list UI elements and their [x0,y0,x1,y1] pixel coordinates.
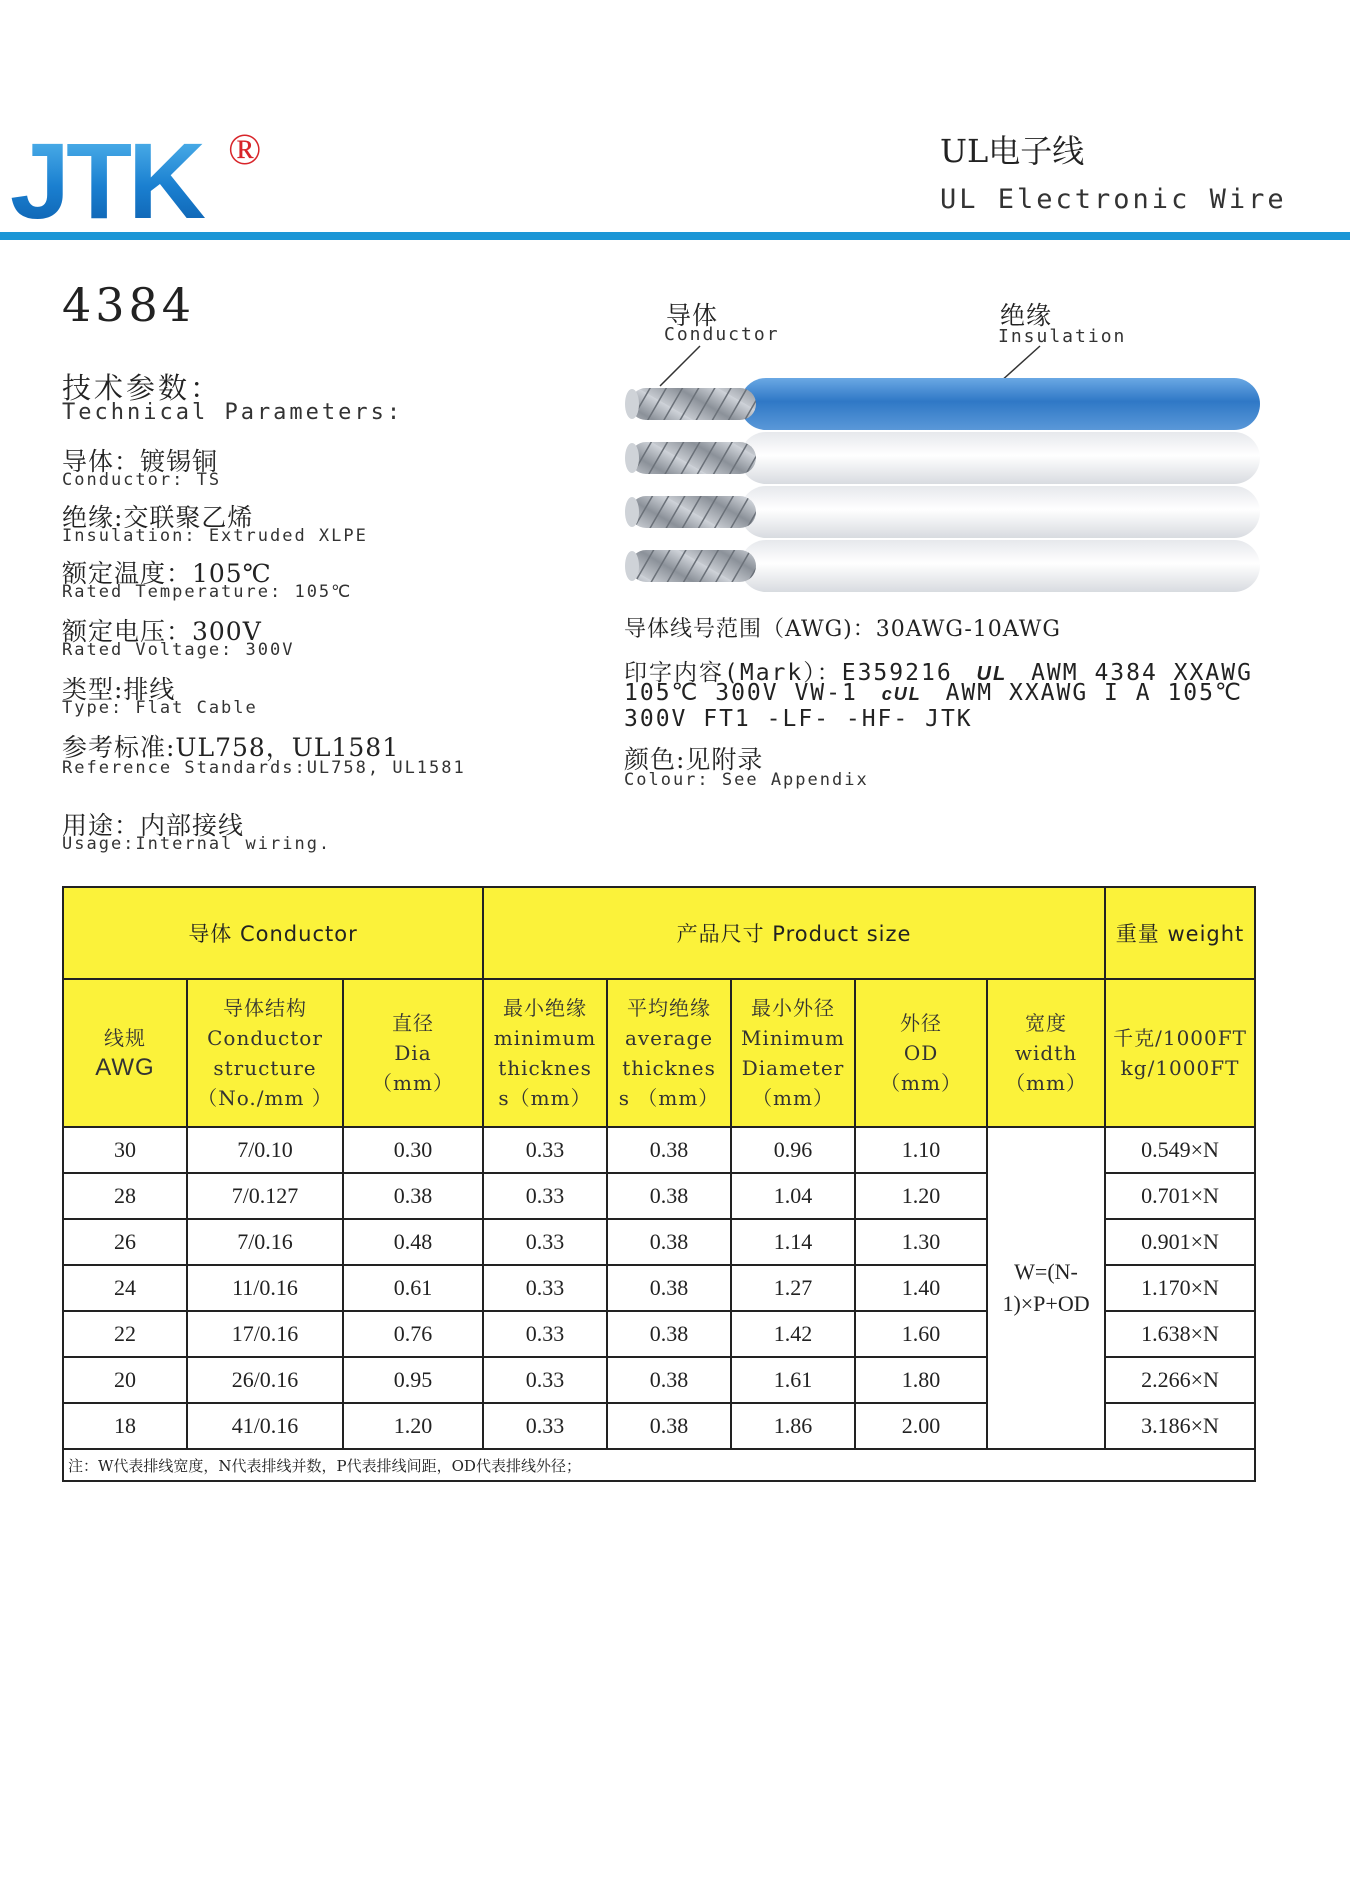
table-cell: 0.38 [343,1173,483,1219]
table-cell: 22 [63,1311,187,1357]
registered-mark: ® [228,125,262,174]
table-cell: 26/0.16 [187,1357,343,1403]
header-title-cn: UL电子线 [940,132,1085,170]
param-insulation-cn: 绝缘:交联聚乙烯 [62,503,254,532]
table-cell: 30 [63,1127,187,1173]
table-cell: 7/0.10 [187,1127,343,1173]
table-cell: 0.33 [483,1403,607,1449]
wire-white-2 [625,486,1260,538]
table-cell: 1.10 [855,1127,987,1173]
table-cell: 0.38 [607,1127,731,1173]
table-cell: 0.95 [343,1357,483,1403]
table-cell: 0.96 [731,1127,855,1173]
col-min-diameter: 最小外径 Minimum Diameter （mm） [731,979,855,1127]
table-cell: 7/0.127 [187,1173,343,1219]
param-voltage-en: Rated Voltage: 300V [62,640,295,660]
col-weight: 千克/1000FT kg/1000FT [1105,979,1255,1127]
table-cell: 1.04 [731,1173,855,1219]
table-cell: 0.38 [607,1311,731,1357]
table-row [63,1127,1255,1173]
table-cell: 1.20 [855,1173,987,1219]
col-min-insulation: 最小绝缘 minimum thicknes s（mm） [483,979,607,1127]
table-cell: 1.61 [731,1357,855,1403]
awg-range: 导体线号范围（AWG)：30AWG-10AWG [624,617,1061,642]
width-formula: W=(N- 1)×P+OD [987,1127,1105,1449]
table-cell: 0.38 [607,1219,731,1265]
wire-white-1 [625,432,1260,484]
table-cell: 0.38 [607,1357,731,1403]
param-voltage-cn: 额定电压：300V [62,617,262,646]
param-standards-cn: 参考标准:UL758，UL1581 [62,733,400,762]
col-avg-insulation: 平均绝缘 average thicknes s （mm） [607,979,731,1127]
spec-table [62,886,1256,1482]
wire-white-3 [625,540,1260,592]
param-conductor-cn: 导体：镀锡铜 [62,447,219,476]
table-cell: 7/0.16 [187,1219,343,1265]
table-cell: 1.27 [731,1265,855,1311]
label-conductor-en: Conductor [664,324,780,345]
col-diameter: 直径 Dia （mm） [343,979,483,1127]
table-cell: 1.80 [855,1357,987,1403]
table-cell: 0.33 [483,1311,607,1357]
table-cell: 0.38 [607,1403,731,1449]
param-insulation-en: Insulation: Extruded XLPE [62,526,368,546]
header-rule [0,232,1350,240]
param-conductor-en: Conductor: TS [62,470,222,490]
table-cell: 2.266×N [1105,1357,1255,1403]
colour-en: Colour: See Appendix [624,770,869,790]
table-cell: 41/0.16 [187,1403,343,1449]
table-cell: 0.33 [483,1265,607,1311]
table-cell: 0.33 [483,1219,607,1265]
mark-line-2 [624,680,1243,706]
colour-cn: 颜色:见附录 [624,745,764,774]
param-usage-cn: 用途：内部接线 [62,811,245,840]
table-cell: 1.14 [731,1219,855,1265]
label-conductor-cn: 导体 [666,301,719,330]
table-cell: 18 [63,1403,187,1449]
jtk-logo [8,118,228,228]
table-cell: 0.61 [343,1265,483,1311]
table-cell: 0.76 [343,1311,483,1357]
ul-logo-icon: UL [976,663,1008,685]
label-insulation-cn: 绝缘 [1000,301,1053,330]
table-cell: 1.20 [343,1403,483,1449]
mark-line-1-b: AWM 4384 XXAWG [1031,660,1253,686]
table-cell: 2.00 [855,1403,987,1449]
label-insulation-en: Insulation [998,326,1127,347]
group-weight: 重量 weight [1105,887,1255,979]
table-cell: 0.30 [343,1127,483,1173]
param-type-cn: 类型:排线 [62,675,176,704]
wire-blue [625,378,1260,430]
table-cell: 26 [63,1219,187,1265]
table-cell: 20 [63,1357,187,1403]
table-cell: 11/0.16 [187,1265,343,1311]
table-cell: 0.549×N [1105,1127,1255,1173]
table-cell: 1.170×N [1105,1265,1255,1311]
col-od: 外径 OD （mm） [855,979,987,1127]
mark-line-3: 300V FT1 -LF- -HF- JTK [624,706,973,732]
group-product-size: 产品尺寸 Product size [483,887,1105,979]
table-cell: 0.33 [483,1127,607,1173]
table-note: 注：W代表排线宽度，N代表排线并数，P代表排线间距，OD代表排线外径； [63,1449,1255,1481]
col-structure: 导体结构 Conductor structure （No./mm ） [187,979,343,1127]
header-title-en: UL Electronic Wire [940,184,1287,215]
table-cell: 0.701×N [1105,1173,1255,1219]
param-standards-en: Reference Standards:UL758, UL1581 [62,758,466,778]
mark-line-2-b: AWM XXAWG I A 105℃ [945,680,1243,706]
table-cell: 24 [63,1265,187,1311]
table-cell: 1.40 [855,1265,987,1311]
table-cell: 0.48 [343,1219,483,1265]
table-cell: 28 [63,1173,187,1219]
table-cell: 0.33 [483,1357,607,1403]
param-temperature-en: Rated Temperature: 105℃ [62,582,353,602]
cul-logo-icon: cUL [881,684,922,704]
table-cell: 1.30 [855,1219,987,1265]
param-type-en: Type: Flat Cable [62,698,258,718]
flat-cable-illustration [610,372,1270,592]
table-cell: 3.186×N [1105,1403,1255,1449]
mark-line-1-a: 印字内容(Mark）：E359216 [624,660,953,686]
col-awg: 线规 AWG [63,979,187,1127]
param-temperature-cn: 额定温度：105℃ [62,559,272,588]
table-cell: 1.638×N [1105,1311,1255,1357]
table-cell: 0.901×N [1105,1219,1255,1265]
model-number: 4384 [62,278,196,332]
table-cell: 17/0.16 [187,1311,343,1357]
table-cell: 0.38 [607,1173,731,1219]
table-cell: 1.86 [731,1403,855,1449]
table-cell: 0.33 [483,1173,607,1219]
mark-line-2-a: 105℃ 300V VW-1 [624,680,858,706]
table-cell: 0.38 [607,1265,731,1311]
tech-params-heading-en: Technical Parameters: [62,400,404,425]
table-cell: 1.60 [855,1311,987,1357]
group-conductor: 导体 Conductor [63,887,483,979]
logo-text: JTK [10,120,203,228]
table-cell: 1.42 [731,1311,855,1357]
param-usage-en: Usage:Internal wiring. [62,834,332,854]
tech-params-heading-cn: 技术参数： [62,371,223,405]
col-width: 宽度 width （mm） [987,979,1105,1127]
